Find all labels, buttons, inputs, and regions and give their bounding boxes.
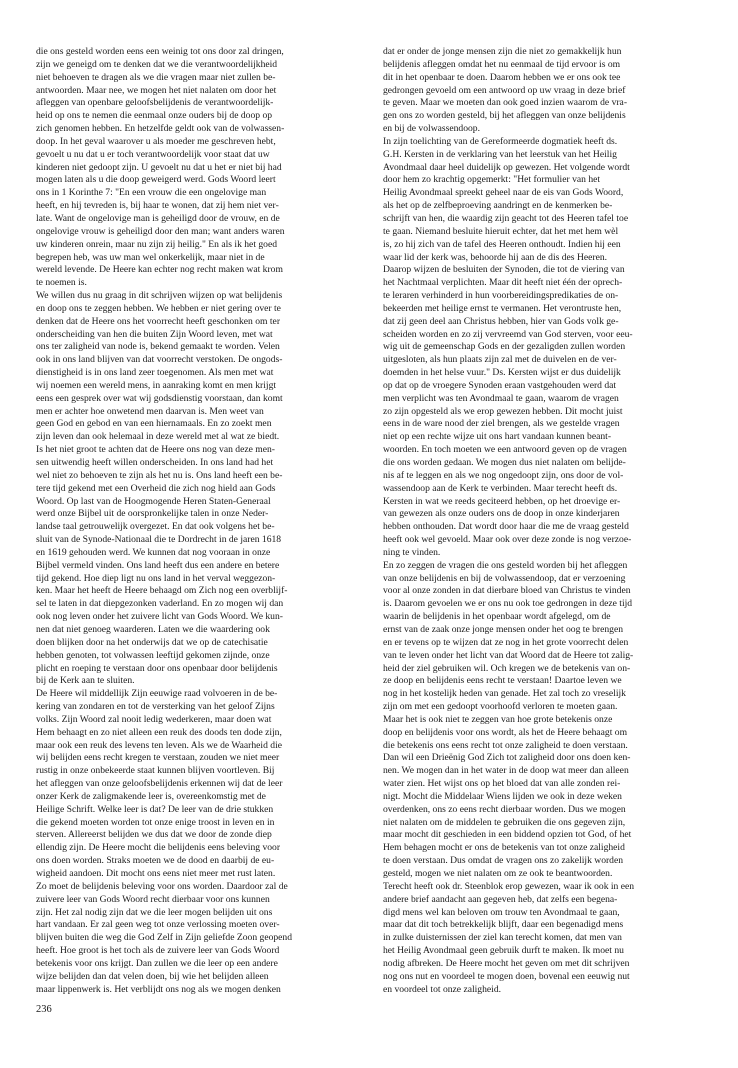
text-line: belijdenis afleggen omdat het nu eenmaal de tijd ervoor is om bbox=[383, 58, 621, 70]
text-line: Maar het is ook niet te zeggen van hoe grote betekenis onze bbox=[383, 713, 613, 725]
text-line: hebben onthouden. Dat wordt door haar die me de vraag gesteld bbox=[383, 521, 629, 533]
text-line: in zulke duisternissen der ziel kan terecht komen, dat men van bbox=[383, 932, 622, 944]
text-line: In zijn toelichting van de Gereformeerde dogmatiek heeft ds. bbox=[383, 135, 618, 147]
text-line: waarin de belijdenis in het openbaar wordt afgelegd, om de bbox=[383, 611, 611, 623]
text-line: wijze belijden dan dat velen doen, bij wie het belijden alleen bbox=[36, 970, 269, 982]
text-line: heid der ziel gebruiken wil. Och kregen we de betekenis van on- bbox=[383, 662, 631, 674]
text-line: heeft. Hoe groot is het toch als de zuivere leer van Gods Woord bbox=[36, 945, 280, 957]
text-line: tere tijd gekend met een Overheid die zich nog hield aan Gods bbox=[36, 482, 276, 494]
text-line: en voordeel tot onze zaligheid. bbox=[383, 983, 502, 995]
text-line: onzer Kerk de zaligmakende leer is, overeenkomstig met de bbox=[36, 790, 266, 802]
text-line: gesteld, mogen we niet nalaten om ze ook te beantwoorden. bbox=[383, 868, 613, 879]
text-line: kinderen niet gedoopt zijn. U gevoelt nu dat u het er niet bij had bbox=[36, 161, 282, 173]
text-line: Kersten in wat we reeds geciteerd hebben, op het droevige er- bbox=[383, 495, 621, 507]
text-line: betekenis voor ons krijgt. Dan zullen we die leer op een andere bbox=[36, 957, 278, 969]
text-line: en 1619 gehouden werd. We kunnen dat nog vooraan in onze bbox=[36, 546, 271, 558]
text-line: begrepen heb, was uw man wel onkerkelijk, maar niet in de bbox=[36, 251, 265, 263]
text-line: Terecht heeft ook dr. Steenblok erop gewezen, waar ik ook in een bbox=[383, 880, 635, 892]
text-line: We willen dus nu graag in dit schrijven wijzen op wat belijdenis bbox=[36, 290, 283, 302]
text-line: ons doen worden. Straks moeten we de dood en daarbij de eu- bbox=[36, 855, 275, 867]
text-line: Heilig Avondmaal spreekt geheel naar de eis van Gods Woord, bbox=[383, 187, 624, 199]
text-line: van gewezen als onze ouders ons de doop in onze kinderjaren bbox=[383, 508, 620, 520]
text-line: hart vandaan. Er zal geen weg tot onze verlossing moeten over- bbox=[36, 919, 280, 931]
text-line: die ons worden gedaan. We mogen dus niet nalaten om belijde- bbox=[383, 457, 626, 468]
text-line: te leraren verhinderd in hun voorbereidingspredikaties de on- bbox=[383, 290, 619, 302]
text-line: ons ter zaligheid van node is, bekend gemaakt te worden. Velen bbox=[36, 341, 280, 353]
text-line: dat er onder de jonge mensen zijn die niet zo gemakkelijk hun bbox=[383, 46, 622, 57]
text-line: De Heere wil middellijk Zijn eeuwige raad volvoeren in de be- bbox=[36, 688, 278, 700]
text-line: niet nalaten om de middelen te gebruiken die ons gegeven zijn, bbox=[383, 816, 626, 828]
text-line: geen God en gebod en van een hiernamaals. En zo zoekt men bbox=[36, 418, 272, 430]
text-line: nis af te leggen en als we nog ongedoopt zijn, ons door de vol- bbox=[383, 469, 624, 481]
text-line: wassendoop aan de Kerk te verbinden. Maar terecht heeft ds. bbox=[383, 482, 618, 494]
text-line: werd onze Bijbel uit de oorspronkelijke talen in onze Neder- bbox=[36, 508, 269, 520]
right-text-column bbox=[383, 46, 713, 996]
text-line: landse taal getrouwelijk overgezet. En dat ook volgens het be- bbox=[36, 521, 275, 533]
text-line: tijd gekend. Hoe diep ligt nu ons land in het verval weggezon- bbox=[36, 572, 276, 584]
text-line: door hem zo krachtig opgemerkt: "Het formulier van het bbox=[383, 174, 601, 186]
text-line: en doop ons te zeggen hebben. We hebben er niet gering over te bbox=[36, 302, 281, 314]
text-line: antwoorden. Maar nee, we mogen het niet nalaten om door het bbox=[36, 84, 277, 96]
text-line: doop en belijdenis voor ons wordt, als het de Heere behaagt om bbox=[383, 726, 628, 738]
text-line: zijn leven dan ook helemaal in deze wereld met al wat ze biedt. bbox=[36, 431, 280, 443]
text-line: wigheid aandoen. Dit mocht ons eens niet meer met rust laten. bbox=[36, 868, 276, 879]
text-line: die betekenis ons eens recht tot onze zaligheid te doen verstaan. bbox=[383, 739, 628, 751]
text-line: nog ons nut en voordeel te mogen doen, bovenal een eeuwig nut bbox=[383, 970, 630, 982]
text-line: te geven. Maar we moeten dan ook goed inzien waarom de vra- bbox=[383, 97, 628, 109]
text-line: wel niet zo behoeven te zijn als het nu is. Ons land heeft een be- bbox=[36, 469, 283, 481]
text-line: voor al onze zonden in dat dierbare bloed van Christus te vinden bbox=[383, 585, 631, 597]
text-line: bij de Kerk aan te sluiten. bbox=[36, 675, 135, 687]
text-line: ze doop en belijdenis eens recht te verstaan! Daartoe leven we bbox=[383, 675, 622, 687]
text-line: heeft ook wel gevoeld. Maar ook over deze zonde is nog verzoe- bbox=[383, 534, 632, 546]
text-line: eens een gesprek over wat wij godsdienstig voorstaan, dan komt bbox=[36, 392, 283, 404]
text-line: ook in ons land blijven van dat voorrecht verstoken. De ongods- bbox=[36, 354, 283, 366]
text-line: maar ook een reuk des levens ten leven. Als we de Waarheid die bbox=[36, 739, 282, 751]
text-line: sen uitwendig heeft willen onderscheiden. In ons land had het bbox=[36, 457, 274, 468]
text-line: sel te laten in dat diepgezonken vaderland. En zo mogen wij dan bbox=[36, 598, 284, 610]
text-line: water zien. Het wijst ons op het bloed dat van alle zonden rei- bbox=[383, 778, 621, 790]
text-line: hebben genoten, tot volwassen leeftijd gekomen zijnde, onze bbox=[36, 649, 270, 661]
text-line: niet behoeven te dragen als we die vragen maar niet zullen be- bbox=[36, 71, 276, 83]
text-line: het Nachtmaal verplichten. Maar dit heeft niet één der oprech- bbox=[383, 277, 623, 289]
text-line: sluit van de Synode-Nationaal die te Dordrecht in de jaren 1618 bbox=[36, 534, 282, 546]
text-line: dienstigheid is in ons land zeer toegenomen. Als men met wat bbox=[36, 367, 274, 379]
text-line: niet op een rechte wijze uit ons hart vandaan kunnen beant- bbox=[383, 431, 612, 443]
text-line: nigt. Mocht die Middelaar Wiens lijden we ook in deze weken bbox=[383, 790, 622, 802]
text-line: die gekend moeten worden tot onze enige troost in leven en in bbox=[36, 816, 275, 828]
text-line: ernst van de zaak onze jonge mensen onder het oog te brengen bbox=[383, 623, 624, 635]
text-line: Dan wil een Drieënig God Zich tot zaligheid door ons doen ken- bbox=[383, 752, 631, 764]
text-line: het Heilig Avondmaal geen gebruik durft te maken. Ik moet nu bbox=[383, 945, 624, 957]
text-line: denken dat de Heere ons het voorrecht heeft geschonken om ter bbox=[36, 315, 281, 327]
text-line: zijn om met een gedoopt voorhoofd verloren te moeten gaan. bbox=[383, 701, 618, 713]
text-line: Heilige Schrift. Welke leer is dat? De leer van de drie stukken bbox=[36, 803, 274, 815]
text-line: en bij de volwassendoop. bbox=[383, 123, 480, 135]
text-line: te gaan. Niemand besluite hieruit echter, dat het met hem wèl bbox=[383, 225, 619, 237]
text-line: gevoelt u nu dat u er toch verantwoordelijk voor staat dat uw bbox=[36, 148, 270, 160]
text-line: gedrongen gevoeld om een antwoord op uw vraag in deze brief bbox=[383, 84, 626, 96]
text-line: ning te vinden. bbox=[383, 546, 441, 558]
text-line: als het op de zelfbeproeving aandringt en de kenmerken be- bbox=[383, 200, 613, 212]
text-line: rustig in onze onbekeerde staat kunnen blijven voortleven. Bij bbox=[36, 765, 275, 777]
text-line: Bijbel vermeld vinden. Ons land heeft dus een andere en betere bbox=[36, 559, 280, 571]
text-line: van te leven onder het licht van dat Woord dat de Heere tot zalig- bbox=[383, 649, 634, 661]
text-line: en er tevens op te wijzen dat ze nog in het grote voorrecht delen bbox=[383, 636, 629, 648]
text-line: Daarop wijzen de besluiten der Synoden, die tot de viering van bbox=[383, 264, 625, 276]
text-line: onderscheiding van hen die buiten Zijn Woord leven, met wat bbox=[36, 328, 273, 340]
text-line: uitgesloten, als hun plaats zijn zal met de duivelen en de ver- bbox=[383, 354, 617, 366]
text-line: gen ons zo worden gesteld, bij het afleggen van onze belijdenis bbox=[383, 110, 626, 122]
text-line: dat zij geen deel aan Christus hebben, hier van Gods volk ge- bbox=[383, 315, 619, 327]
text-line: overdenken, ons zo eens recht dierbaar worden. Dus we mogen bbox=[383, 803, 626, 815]
text-line: maar mocht dit geschieden in een biddend opzien tot God, of het bbox=[383, 829, 632, 841]
page-number: 236 bbox=[36, 1004, 52, 1015]
text-line: ongelovige vrouw is geheiligd door den man; want anders waren bbox=[36, 225, 285, 237]
text-line: op dat op de vroegere Synoden eraan vastgehouden werd dat bbox=[383, 379, 617, 391]
text-line: ook nog leven onder het zuivere licht van Gods Woord. We kun- bbox=[36, 611, 283, 623]
text-line: wereld levende. De Heere kan echter nog recht maken wat krom bbox=[36, 264, 283, 276]
text-line: heeft, en hij tevreden is, bij haar te wonen, dat zij hem niet ver- bbox=[36, 200, 279, 212]
text-line: blijven buiten die weg die God Zelf in Zijn geliefde Zoon geopend bbox=[36, 932, 293, 944]
text-line: scheiden worden en zo zij vervreemd van God sterven, voor eeu- bbox=[383, 328, 633, 340]
text-line: Avondmaal daar heel duidelijk op gewezen. Het volgende wordt bbox=[383, 161, 630, 173]
text-line: late. Want de ongelovige man is geheiligd door de vrouw, en de bbox=[36, 212, 280, 224]
text-line: wig uit de gemeenschap Gods en der gezaligden zullen worden bbox=[383, 341, 626, 353]
text-line: zo zijn opgesteld als we erop gewezen hebben. Dit mocht juist bbox=[383, 405, 623, 417]
text-line: wij noemen een wereld mens, in aanraking komt en men krijgt bbox=[36, 379, 277, 391]
text-line: digd mens wel kan beloven om trouw ten Avondmaal te gaan, bbox=[383, 906, 620, 918]
text-line: En zo zeggen de vragen die ons gesteld worden bij het afleggen bbox=[383, 559, 628, 571]
text-line: andere brief aandacht aan gegeven heb, dat zelfs een begena- bbox=[383, 893, 618, 905]
text-line: nen dat niet genoeg waarderen. Laten we die waardering ook bbox=[36, 623, 270, 635]
text-line: G.H. Kersten in de verklaring van het leerstuk van het Heilig bbox=[383, 148, 617, 160]
text-line: sterven. Allereerst belijden we dus dat we door de zonde diep bbox=[36, 829, 272, 841]
text-line: die ons gesteld worden eens een weinig tot ons door zal dringen, bbox=[36, 46, 284, 57]
text-line: bekeerden met heilige ernst te vermanen. Het verontruste hen, bbox=[383, 302, 622, 314]
left-text-column bbox=[36, 46, 366, 996]
text-line: ellendig zijn. De Heere mocht die belijdenis eens beleving voor bbox=[36, 842, 281, 854]
text-line: heid op ons te nemen die eenmaal onze ouders bij de doop op bbox=[36, 110, 273, 122]
text-line: dit in het openbaar te doen. Daarom hebben we er ons ook tee bbox=[383, 71, 621, 83]
text-line: van onze belijdenis en bij de volwassendoop, dat er verzoening bbox=[383, 572, 626, 584]
text-line: is, zo hij zich van de tafel des Heeren onthoudt. Indien hij een bbox=[383, 238, 621, 250]
text-line: Hem behagen mocht er ons de betekenis van tot onze zaligheid bbox=[383, 842, 625, 854]
text-line: zich genomen hebben. En hetzelfde geldt ook van de volwassen- bbox=[36, 123, 285, 135]
text-line: afleggen van openbare geloofsbelijdenis de verantwoordelijk- bbox=[36, 97, 274, 109]
text-line: nen. We mogen dan in het water in de doop wat meer dan alleen bbox=[383, 765, 629, 777]
text-line: zijn we geneigd om te denken dat we die verantwoordelijkheid bbox=[36, 58, 278, 70]
text-line: volks. Zijn Woord zal nooit ledig wederkeren, maar doen wat bbox=[36, 713, 272, 725]
text-line: het afleggen van onze geloofsbelijdenis erkennen wij dat de leer bbox=[36, 778, 283, 790]
text-line: mogen laten als u die doop geweigerd werd. Gods Woord leert bbox=[36, 174, 276, 186]
text-line: men verplicht was ten Avondmaal te gaan, waarom de vragen bbox=[383, 392, 619, 404]
text-line: doop. In het geval waarover u als moeder me geschreven hebt, bbox=[36, 135, 276, 147]
text-line: nodig afbreken. De Heere mocht het geven om met dit schrijven bbox=[383, 957, 630, 969]
text-line: doen blijken door na het onderwijs dat we op de catechisatie bbox=[36, 636, 268, 648]
text-line: uw kinderen onrein, maar nu zijn zij heilig." En als ik het goed bbox=[36, 238, 278, 250]
text-line: nog in het kostelijk heden van genade. Het zal toch zo vreselijk bbox=[383, 688, 626, 700]
text-line: schrijft van hen, die waardig zijn geacht tot des Heeren tafel toe bbox=[383, 212, 629, 224]
text-line: maar dat dit toch betrekkelijk blijft, daar een begenadigd mens bbox=[383, 919, 624, 931]
text-line: zuivere leer van Gods Woord recht dierbaar voor ons kunnen bbox=[36, 893, 270, 905]
text-line: woorden. En toch moeten we een antwoord geven op de vragen bbox=[383, 444, 627, 456]
text-line: Is het niet groot te achten dat de Heere ons nog van deze men- bbox=[36, 444, 275, 456]
text-line: Woord. Op last van de Hoogmogende Heren Staten-Generaal bbox=[36, 495, 271, 507]
text-line: te noemen is. bbox=[36, 277, 87, 289]
text-line: ken. Maar het heeft de Heere behaagd om Zich nog een overblijf- bbox=[36, 585, 288, 597]
text-line: Hem behaagt en zo niet alleen een reuk des doods ten dode zijn, bbox=[36, 726, 282, 738]
text-line: plicht en roeping te verstaan door ons openbaar door belijdenis bbox=[36, 662, 278, 674]
text-line: eens in de ware nood der ziel brengen, als we gestelde vragen bbox=[383, 418, 620, 430]
text-line: zijn. Het zal nodig zijn dat we die leer mogen belijden uit ons bbox=[36, 906, 273, 918]
text-line: men er achter hoe onwetend men daarvan is. Men weet van bbox=[36, 405, 264, 417]
text-line: doemden in het helse vuur." Ds. Kersten wijst er dus duidelijk bbox=[383, 367, 621, 379]
text-line: waar lid der kerk was, behoorde hij aan de dis des Heeren. bbox=[383, 251, 608, 263]
text-line: maar lippenwerk is. Het verblijdt ons nog als we mogen denken bbox=[36, 983, 281, 995]
text-line: ons in 1 Korinthe 7: "En een vrouw die een ongelovige man bbox=[36, 187, 267, 199]
text-line: is. Daarom gevoelen we er ons nu ook toe gedrongen in deze tijd bbox=[383, 598, 633, 610]
text-line: te doen verstaan. Dus omdat de vragen ons zo zakelijk worden bbox=[383, 855, 624, 867]
text-line: kering van zondaren en tot de versterking van het geloof Zijns bbox=[36, 701, 275, 713]
text-line: Zo moet de belijdenis beleving voor ons worden. Daardoor zal de bbox=[36, 880, 288, 892]
text-line: wij belijden eens recht kregen te verstaan, zouden we niet meer bbox=[36, 752, 280, 764]
